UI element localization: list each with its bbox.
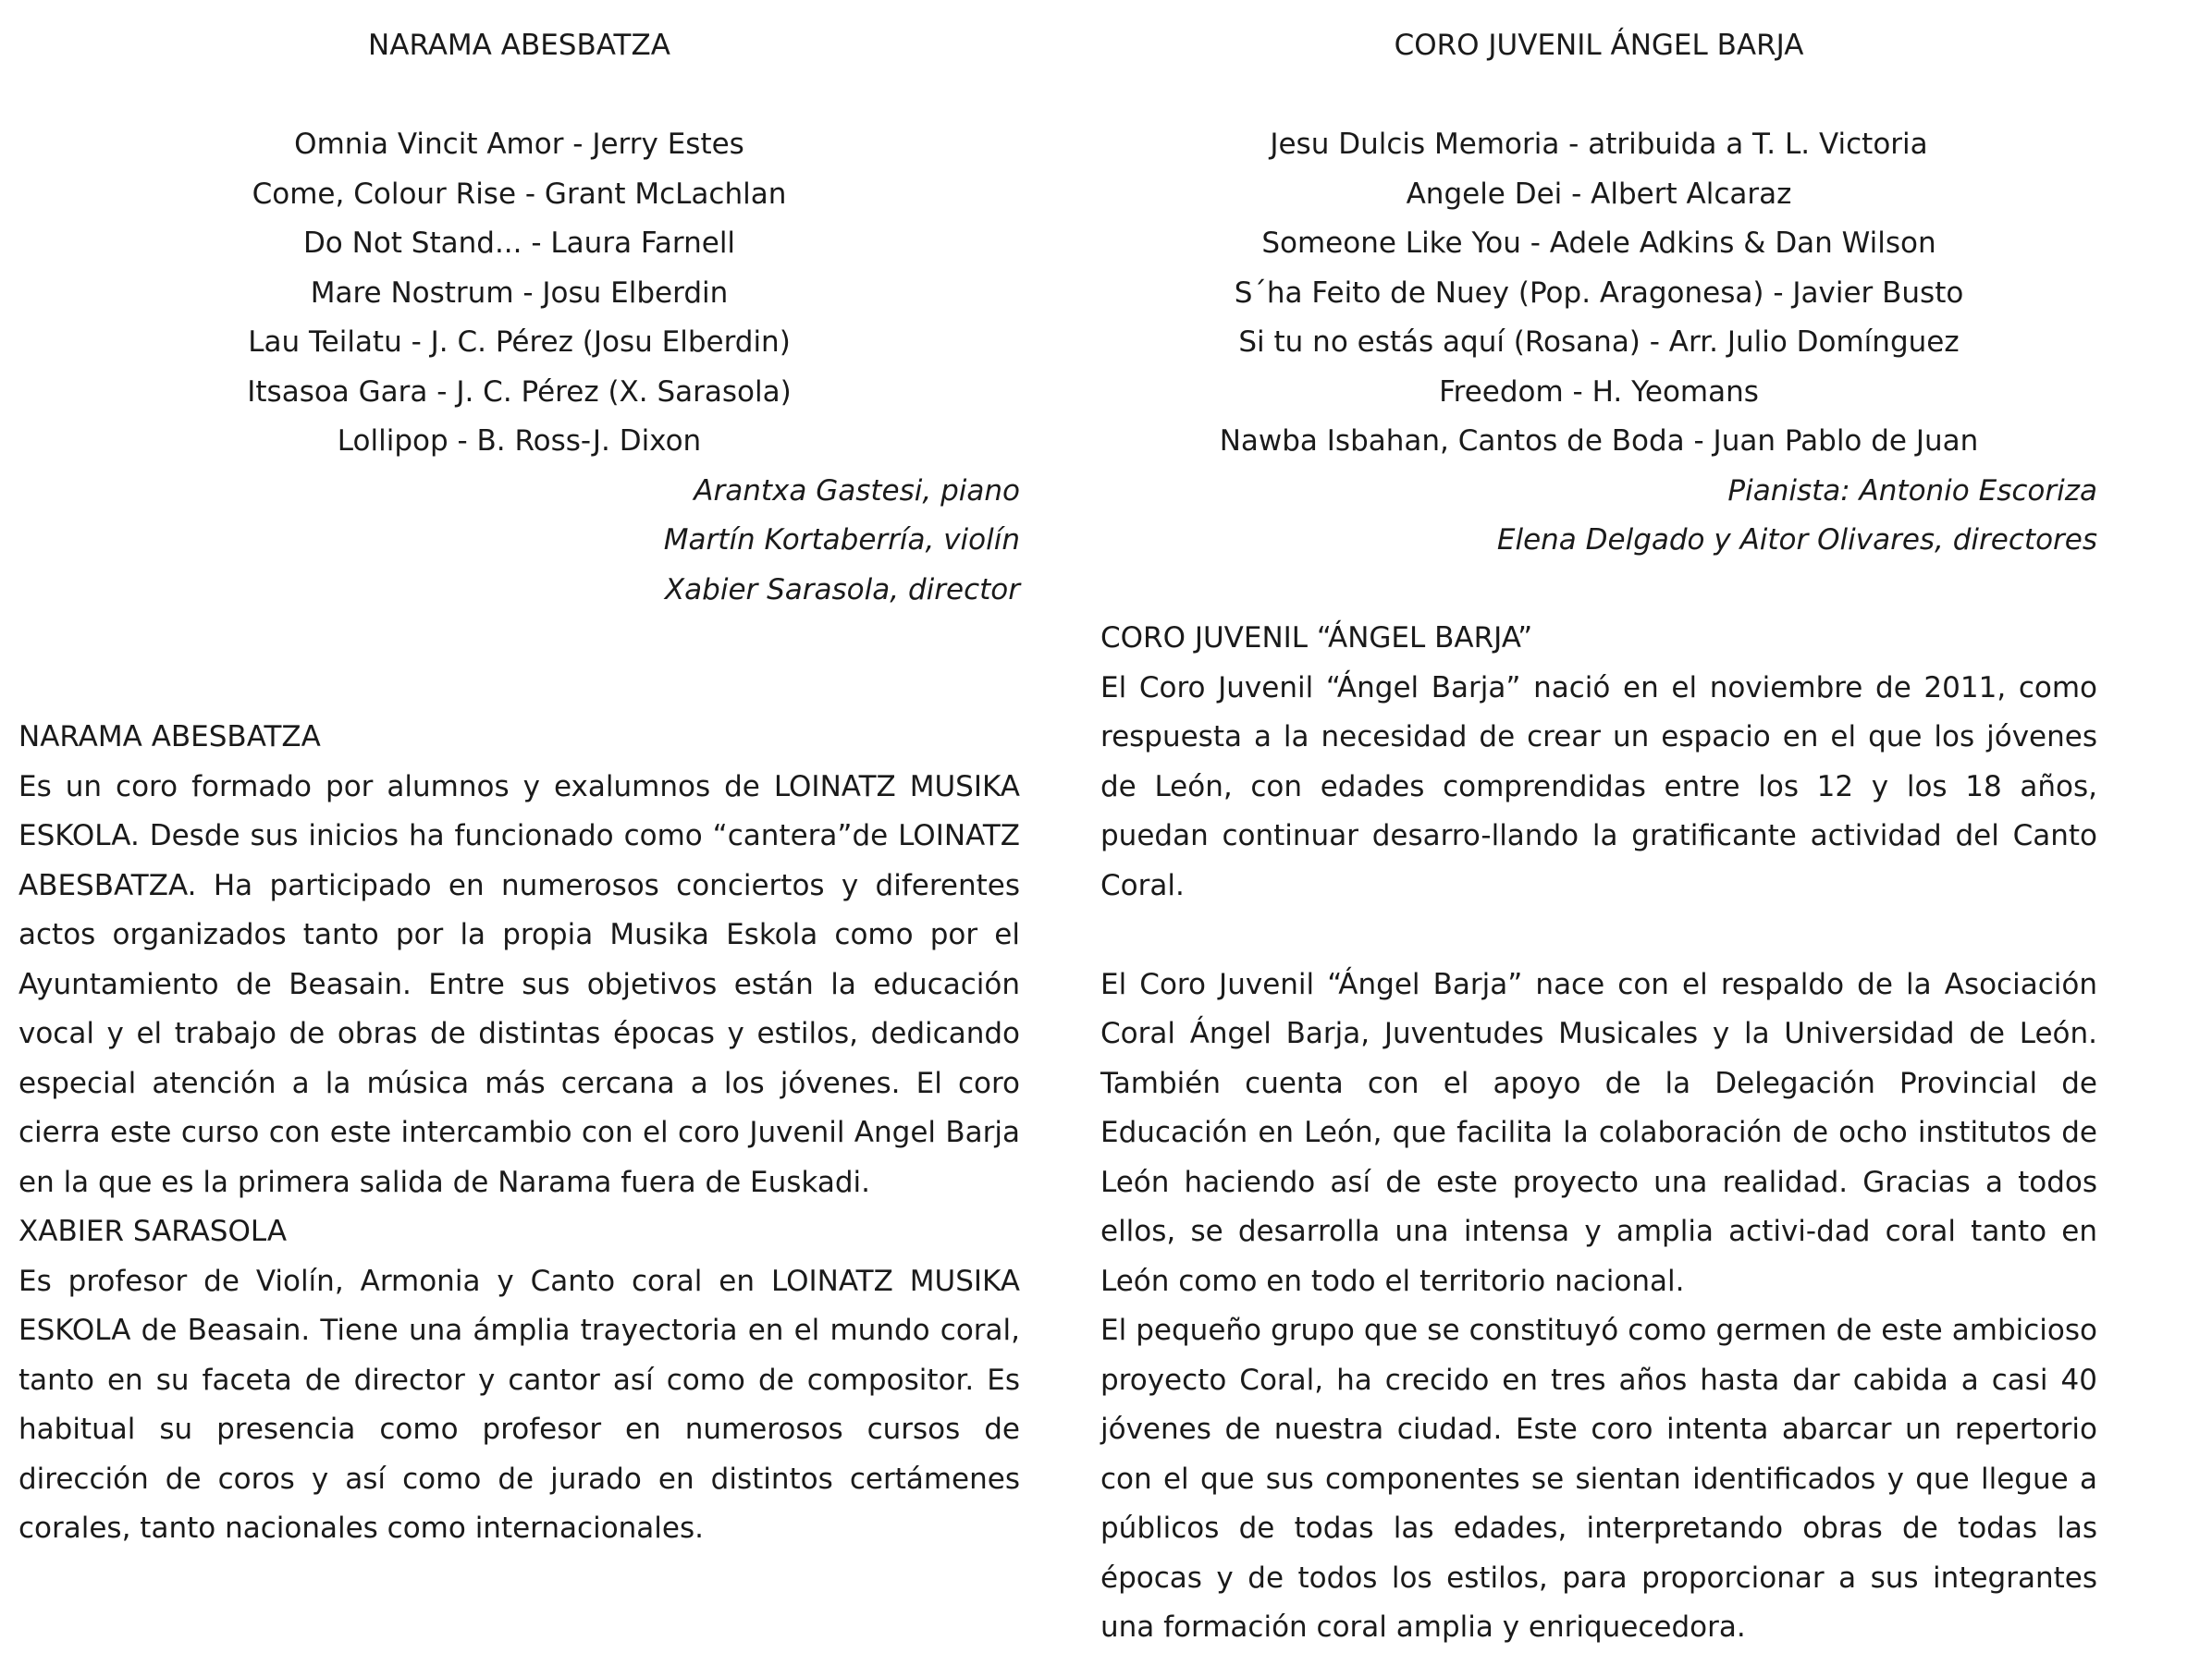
left-song-7: Lollipop - B. Ross-J. Dixon [337, 424, 702, 458]
right-song-1: Jesu Dulcis Memoria - atribuida a T. L. Victoria [1270, 128, 1928, 161]
right-song-7: Nawba Isbahan, Cantos de Boda - Juan Pablo de Juan [1219, 424, 1979, 458]
right-bio-title: CORO JUVENIL “ÁNGEL BARJA” [1100, 621, 1533, 655]
right-bio-paragraph-1: El Coro Juvenil “Ángel Barja” nació en el noviembre de 2011, como respuesta a la necesidad de crear un espacio en el que los jóvenes de León, con edades comprendidas entre los 12 y los 18 años, puedan continuar desarro-llando la gratificante actividad del Canto Coral. [1100, 670, 2097, 902]
left-bio-director-title: XABIER SARASOLA [18, 1215, 288, 1248]
left-bio-choir-title: NARAMA ABESBATZA [18, 720, 321, 753]
left-song-4: Mare Nostrum - Josu Elberdin [310, 276, 729, 310]
right-song-4: S´ha Feito de Nuey (Pop. Aragonesa) - Javier Busto [1234, 276, 1964, 310]
right-bio-paragraph-2: El Coro Juvenil “Ángel Barja” nace con el respaldo de la Asociación Coral Ángel Barja, Juventudes Musicales y la Universidad de León. También cuenta con el apoyo de la Delegación Provincial de Educación en León, que facilita la colaboración de ocho institutos de León haciendo así de este proyecto una realidad. Gracias a todos ellos, se desarrolla una intensa y amplia activi-dad coral tanto en León como en todo el territorio nacional. [1100, 967, 2097, 1298]
left-credit-director: Xabier Sarasola, director [664, 572, 1020, 606]
left-program-title: NARAMA ABESBATZA [368, 29, 670, 62]
right-credit-directors: Elena Delgado y Aitor Olivares, directores [1496, 523, 2097, 557]
right-credit-pianist: Pianista: Antonio Escoriza [1727, 473, 2097, 508]
right-bio-paragraph-3: El pequeño grupo que se constituyó como germen de este ambicioso proyecto Coral, ha crecido en tres años hasta dar cabida a casi 40 jóvenes de nuestra ciudad. Este coro intenta abarcar un repertorio con el que sus componentes se sientan identificados y que llegue a públicos de todas las edades, interpretando obras de todas las épocas y de todos los estilos, para proporcionar a sus integrantes una formación coral amplia y enriquecedora. [1100, 1314, 2097, 1644]
right-program [1100, 20, 2097, 565]
right-bio [1100, 614, 2097, 1653]
left-song-2: Come, Colour Rise - Grant McLachlan [252, 177, 787, 211]
right-song-5: Si tu no estás aquí (Rosana) - Arr. Julio Domínguez [1238, 325, 1960, 359]
left-credit-piano: Arantxa Gastesi, piano [694, 473, 1020, 508]
left-bio-director-text: Es profesor de Violín, Armonia y Canto coral en LOINATZ MUSIKA ESKOLA de Beasain. Tiene una ámplia trayectoria en el mundo coral, tanto en su faceta de director y cantor así como de compositor. Es habitual su presencia como profesor en numerosos cursos de dirección de coros y así como de jurado en distintos certámenes corales, tanto nacionales como internacionales. [18, 1264, 1020, 1545]
right-song-6: Freedom - H. Yeomans [1439, 374, 1759, 409]
right-song-2: Angele Dei - Albert Alcaraz [1406, 177, 1792, 211]
left-song-5: Lau Teilatu - J. C. Pérez (Josu Elberdin) [248, 325, 791, 359]
right-song-3: Someone Like You - Adele Adkins & Dan Wilson [1261, 227, 1936, 260]
left-bio-choir [18, 713, 1020, 1207]
left-song-6: Itsasoa Gara - J. C. Pérez (X. Sarasola) [247, 374, 792, 409]
left-song-1: Omnia Vincit Amor - Jerry Estes [294, 128, 744, 161]
left-bio-director [18, 1207, 1020, 1554]
right-program-title: CORO JUVENIL ÁNGEL BARJA [1394, 29, 1804, 62]
left-credit-violin: Martín Kortaberría, violín [663, 523, 1020, 557]
left-bio-choir-text: Es un coro formado por alumnos y exalumnos de LOINATZ MUSIKA ESKOLA. Desde sus inicios ha funcionado como “cantera”de LOINATZ ABESBATZA. Ha participado en numerosos conciertos y diferentes actos organizados tanto por la propia Musika Eskola como por el Ayuntamiento de Beasain. Entre sus objetivos están la educación vocal y el trabajo de obras de distintas épocas y estilos, dedicando especial atención a la música más cercana a los jóvenes. El coro cierra este curso con este intercambio con el coro Juvenil Angel Barja en la que es la primera salida de Narama fuera de Euskadi. [18, 769, 1020, 1199]
left-program [18, 20, 1020, 614]
left-song-3: Do Not Stand... - Laura Farnell [302, 227, 736, 260]
